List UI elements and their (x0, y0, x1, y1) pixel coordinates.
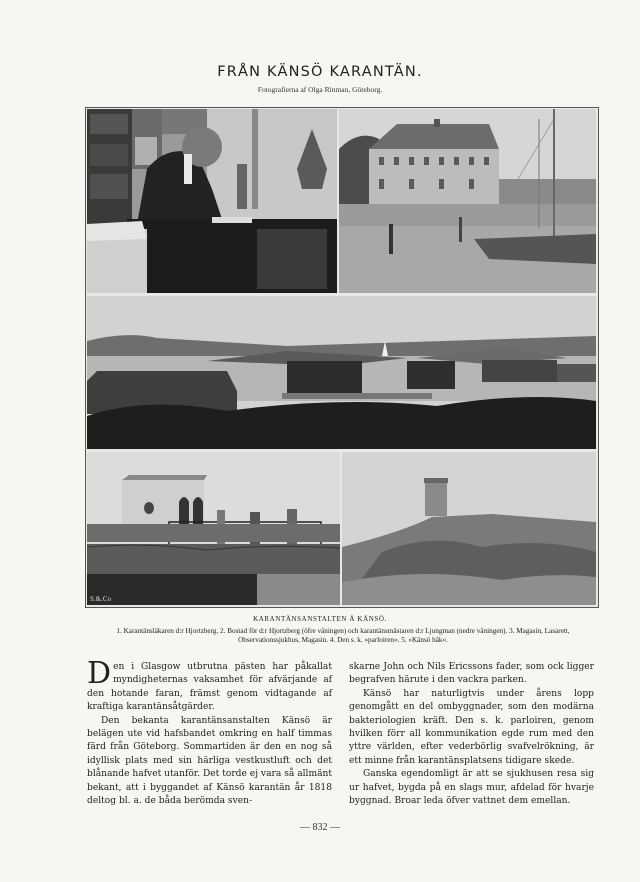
page-title: FRÅN KÄNSÖ KARANTÄN. (217, 64, 423, 80)
photo-residence-harbour (339, 109, 596, 293)
drop-cap: D (87, 656, 112, 691)
plate-caption: KARANTÄNSANSTALTEN Å KÄNSÖ. (253, 615, 387, 623)
article-paragraph: skarne John och Nils Ericssons fader, som ock ligger begrafven härute i den vackra parken. (349, 662, 594, 686)
article-column-right (349, 661, 594, 808)
plate-legend: 1. Karantänsläkaren d:r Hjortzberg. 2. Bostad för d:r Hjortzberg (öfre våningen) och karantänsmästaren d:r Ljungman (nedre våningen). 3. Magasin, Lasarett, Observationssjukhus, Magasin. 4. Den s. k. »parloiren«. 5. »Känsö båk«. (116, 627, 570, 644)
article-paragraph: Ganska egendomligt är att se sjukhusen resa sig ur hafvet, bygda på en slags mur, afdelad för hvarje byggnad. Broar leda öfver vattnet dem emellan. (349, 769, 594, 807)
photo-parloiren (87, 452, 340, 605)
photo-panorama-hospitals (87, 296, 596, 449)
photographer-watermark: S.&.Co (90, 595, 112, 603)
photo-doctor-at-desk (87, 109, 337, 293)
article-column-left (87, 656, 332, 808)
article-paragraph: Känsö har naturligtvis under årens lopp genomgått en del ombyggnader, som den modärna bakteriologien kräft. Den s. k. parloiren, genom hvilken förr all kommunikation egde rum med den yttre världen, efter vederbörlig svafvelrökning, är ett minne från karantänsplatsens tidigare skede. (349, 688, 594, 766)
photo-plate (85, 107, 599, 608)
paragraph-text: en i Glasgow utbrutna pästen har påkallat myndigheternas vaksamhet för afvärjande af den hotande faran, främst genom vidtagande af kraftiga karantänsåtgärder. (87, 662, 332, 713)
photo-kanso-bak-tower (342, 452, 596, 605)
article-paragraph: Den bekanta karantänsanstalten Känsö är belägen ute vid hafsbandet omkring en half timmas färd från Göteborg. Sommartiden är den en nog så idyllisk plats med sin härliga vestkustluft och det blånande hafvet utanför. Det torde ej vara så allmänt bekant, att i byggandet af Känsö karantän år 1818 deltog bl. a. de båda berömda sven- (87, 715, 332, 807)
article-paragraph (87, 656, 332, 715)
page-subtitle: Fotografierna af Olga Rinman, Göteborg. (257, 85, 383, 94)
page-number: — 832 — (300, 822, 340, 833)
